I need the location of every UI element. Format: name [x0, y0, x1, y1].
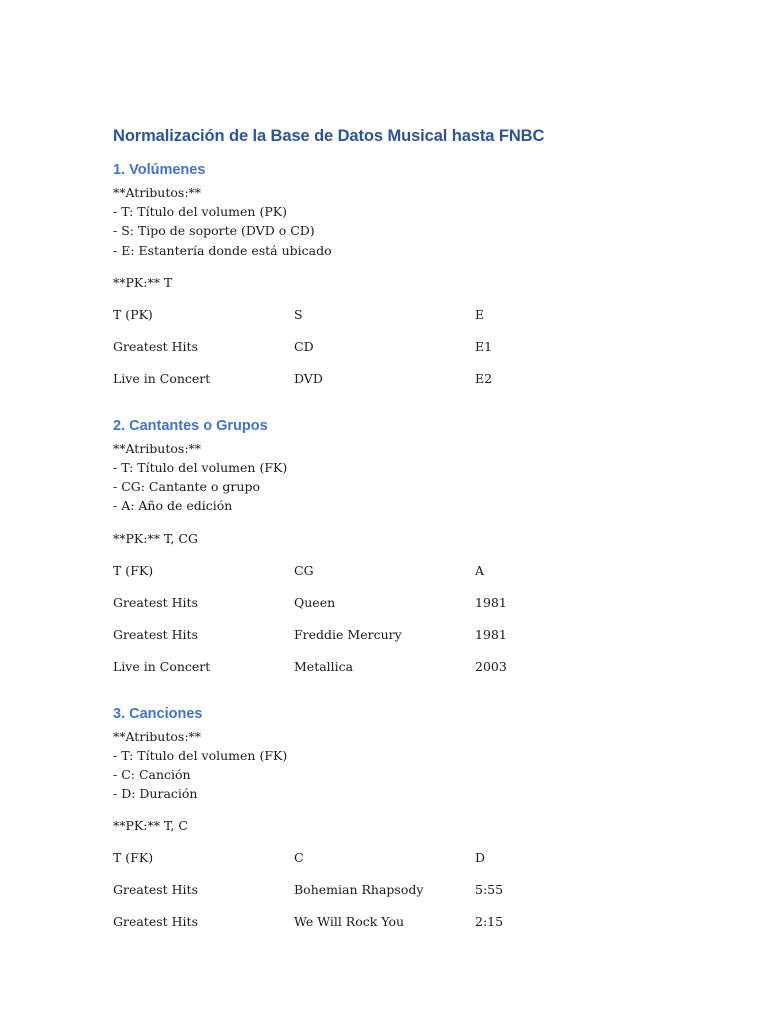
table-cell: DVD [294, 370, 323, 386]
primary-key-line: **PK:** T, CG [113, 530, 198, 546]
data-table [113, 561, 673, 676]
table-header-row [113, 848, 673, 880]
table-cell: Metallica [294, 658, 354, 674]
table-cell: 5:55 [475, 882, 504, 898]
table-header-cell: D [475, 850, 486, 866]
table-cell: Greatest Hits [113, 914, 198, 930]
attribute-item: - T: Título del volumen (FK) [113, 747, 288, 763]
attributes-label: **Atributos:** [113, 440, 202, 456]
table-cell: Greatest Hits [113, 594, 198, 610]
table-header-row [113, 305, 673, 337]
table-row [113, 369, 673, 388]
table-row [113, 625, 673, 657]
table-cell: Greatest Hits [113, 626, 198, 642]
table-cell: CD [294, 338, 314, 354]
table-cell: 1981 [475, 594, 507, 610]
table-cell: E2 [475, 370, 493, 386]
table-header-cell: E [475, 306, 485, 322]
section-heading: 2. Cantantes o Grupos [113, 417, 268, 434]
table-cell: We Will Rock You [294, 914, 405, 930]
table-row [113, 657, 673, 676]
table-header-cell: T (FK) [113, 850, 154, 866]
table-cell: Queen [294, 594, 336, 610]
primary-key-line: **PK:** T [113, 274, 173, 290]
attributes-label: **Atributos:** [113, 185, 202, 200]
document-page [113, 124, 673, 958]
table-header-cell: A [475, 562, 485, 578]
attribute-item: - D: Duración [113, 786, 198, 802]
table-row [113, 880, 673, 912]
table-row [113, 593, 673, 625]
table-cell: Bohemian Rhapsody [294, 882, 424, 898]
attribute-item: - S: Tipo de soporte (DVD o CD) [113, 223, 315, 239]
table-cell: 2003 [475, 658, 507, 674]
section-heading: 1. Volúmenes [113, 162, 206, 178]
table-row [113, 337, 673, 369]
attribute-item: - T: Título del volumen (PK) [113, 204, 287, 220]
table-cell: Live in Concert [113, 658, 211, 674]
table-header-cell: S [294, 306, 303, 322]
table-cell: Freddie Mercury [294, 626, 402, 642]
attribute-item: - C: Canción [113, 766, 191, 782]
table-header-cell: T (FK) [113, 562, 154, 578]
attribute-item: - T: Título del volumen (FK) [113, 459, 288, 475]
attribute-item: - E: Estantería donde está ubicado [113, 242, 332, 258]
attribute-item: - CG: Cantante o grupo [113, 479, 260, 495]
primary-key-line: **PK:** T, C [113, 818, 188, 834]
section-canciones [113, 703, 673, 932]
table-header-cell: T (PK) [113, 306, 153, 322]
table-row [113, 912, 673, 931]
table-cell: Live in Concert [113, 370, 211, 386]
table-cell: Greatest Hits [113, 882, 198, 898]
data-table [113, 305, 673, 388]
table-header-cell: C [294, 850, 304, 866]
section-cantantes-grupos [113, 415, 673, 676]
section-heading: 3. Canciones [113, 705, 203, 722]
document-title: Normalización de la Base de Datos Musical hasta FNBC [113, 127, 545, 145]
attributes-label: **Atributos:** [113, 728, 202, 744]
table-cell: E1 [475, 338, 493, 354]
data-table [113, 848, 673, 931]
table-header-cell: CG [294, 562, 314, 578]
attribute-item: - A: Año de edición [113, 498, 233, 514]
table-cell: 2:15 [475, 914, 504, 930]
table-cell: Greatest Hits [113, 338, 198, 354]
table-cell: 1981 [475, 626, 507, 642]
table-header-row [113, 561, 673, 593]
section-volumenes [113, 159, 673, 388]
